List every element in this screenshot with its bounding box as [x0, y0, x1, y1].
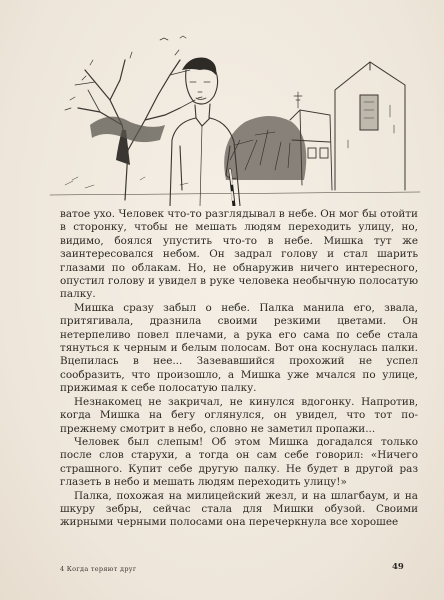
paragraph: Незнакомец не закричал, не кинулся вдогонку. Напротив, когда Мишка на бегу оглянулся, он увидел, что тот по-прежнему смотрит в небо, словно не заметил пропажи... — [60, 395, 418, 435]
page-number: 49 — [392, 562, 404, 572]
tall-building — [335, 62, 405, 190]
paragraph: Человек был слепым! Об этом Мишка догадался только после слов старухи, а тогда он сам себе говорил: «Ничего страшного. Купит себе другую палку. Не будет в другой раз глазеть в небо и мешать людям переходить улицу!» — [60, 435, 418, 489]
paragraph: ватое ухо. Человек что-то разглядывал в небе. Он мог бы отойти в сторонку, чтобы не мешать людям переходить улицу, но, видимо, боялся упустить что-то в небе. Мишка тут же заинтересовался небом. Он задрал голову и стал шарить глазами по облакам. Но, не обнаружив ничего интересного, опустил голову и увидел в руке человека необычную полосатую палку. — [60, 208, 418, 301]
book-illustration — [30, 30, 430, 206]
signature-caption: 4 Когда теряют друг — [60, 565, 137, 573]
paragraph: Мишка сразу забыл о небе. Палка манила его, звала, притягивала, дразнила своими резкими цветами. Он нетерпеливо повел плечами, а рука его сама по себе стала тянуться к черным и белым полосам. Вот она коснулась палки. Вцепилась в нее... Зазевавшийся прохожий не успел сообразить, что произошло, а Мишка уже мчался по улице, прижимая к себе полосатую палку. — [60, 301, 418, 395]
boy-figure — [170, 58, 240, 207]
birds — [160, 36, 186, 40]
body-text — [60, 208, 418, 530]
paragraph: Палка, похожая на милицейский жезл, и на шлагбаум, и на шкуру зебры, сейчас стала для Мишки обузой. Своими жирными черными полосами она перечеркнула все хорошее — [60, 489, 418, 529]
